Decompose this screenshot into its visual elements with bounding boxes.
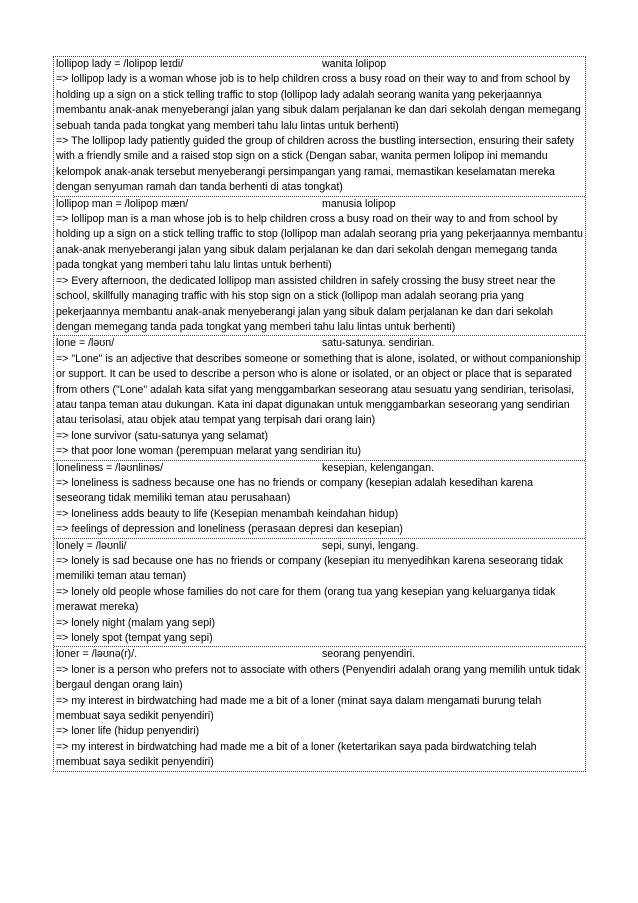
entry-line: => my interest in birdwatching had made me a bit of a loner (ketertarikan saya pada birdwatching telah membuat saya sedikit penyendiri) [56,740,537,769]
entry-header [56,647,583,662]
entry-meaning: manusia lolipop [322,197,396,210]
entry-term: loneliness = /ləʊnlinəs/ [56,461,164,474]
entry-meaning: wanita lolipop [322,58,387,70]
entry-line: => Every afternoon, the dedicated lollipop man assisted children in safely crossing the busy street near the school, skillfully managing traffic with his stop sign on a stick (lollipop man adalah seorang pria yang pekerjaannya membantu anak-anak menyeberangi jalan yang sibuk dalam perjalanan ke dan dari sekolah dengan memegang tanda pada tongkat yang memberi tahu lalu lintas untuk berhenti) [56,274,556,333]
glossary-entry [54,196,585,336]
entry-term: lollipop lady = /lolipop leɪdi/ [56,58,184,70]
entry-line: => lonely spot (tempat yang sepi) [56,632,213,645]
entry-line: => The lollipop lady patiently guided the group of children across the bustling intersection, ensuring their safety with a friendly smile and a raised stop sign on a stick (Dengan sabar, wanita permen lolipop ini memandu kelompok anak-anak tersebut menyeberangi persimpangan yang ramai, memastikan keselamatan mereka dengan senyuman ramah dan tanda berhenti di atas tongkat) [56,135,575,194]
entry-term: lonely = /ləʊnli/ [56,539,127,552]
glossary-entry [54,538,585,647]
entry-meaning: seorang penyendiri. [322,648,416,661]
entry-term: lone = /ləʊn/ [56,337,115,350]
entry-line: => loneliness is sadness because one has no friends or company (kesepian adalah kesedihan karena seseorang tidak memiliki teman atau perusahaan) [56,476,534,505]
glossary-entry [54,646,585,770]
entry-line: => loner life (hidup penyendiri) [56,725,200,738]
entry-header [56,57,583,72]
entry-header [56,539,583,554]
glossary-entry [54,335,585,459]
entry-line: => lone survivor (satu-satunya yang selamat) [56,429,268,442]
entry-meaning: kesepian, kelengangan. [322,461,434,474]
entry-line: => lollipop man is a man whose job is to help children cross a busy road on their way to and from school by holding up a sign on a stick telling traffic to stop (lollipop man adalah seorang pria yang pekerjaannya membantu anak-anak menyeberangi jalan yang sibuk dalam perjalanan ke dan dari sekolah dengan memegang tanda pada tongkat yang memberi tahu lalu lintas untuk berhenti) [56,213,583,272]
entry-line: => that poor lone woman (perempuan melarat yang sendirian itu) [56,445,362,458]
glossary-entry [54,57,585,196]
entry-line: => lonely old people whose families do not care for them (orang tua yang kesepian yang keluarganya tidak merawat mereka) [56,585,556,614]
entry-line: => feelings of depression and loneliness (perasaan depresi dan kesepian) [56,523,403,536]
entry-term: loner = /ləʊnə(r)/. [56,648,138,661]
entry-line: => lonely night (malam yang sepi) [56,616,215,629]
glossary-document [53,56,586,772]
entry-header [56,461,583,476]
entry-line: => loner is a person who prefers not to associate with others (Penyendiri adalah orang yang memilih untuk tidak bergaul dengan orang lain) [56,663,581,692]
entry-line: => "Lone" is an adjective that describes someone or something that is alone, isolated, or without companionship or support. It can be used to describe a person who is alone or isolated, or an object or place that is separated from others ("Lone" adalah kata sifat yang menggambarkan seseorang atau sesuatu yang sendirian, terisolasi, atau tanpa teman atau dukungan. Kata ini dapat digunakan untuk menggambarkan seseorang yang sendirian atau terisolasi, atau objek atau tempat yang terpisah dari orang lain) [56,352,581,427]
entry-meaning: satu-satunya. sendirian. [322,337,435,350]
entry-term: lollipop man = /lolipop mæn/ [56,197,189,210]
entry-meaning: sepi, sunyi, lengang. [322,539,419,552]
entry-line: => my interest in birdwatching had made me a bit of a loner (minat saya dalam mengamati burung telah membuat saya sedikit penyendiri) [56,694,542,723]
entry-header [56,336,583,351]
glossary-entry [54,460,585,538]
entry-line: => lonely is sad because one has no friends or company (kesepian itu menyedihkan karena seseorang tidak memiliki teman atau teman) [56,555,564,583]
entry-line: => lollipop lady is a woman whose job is to help children cross a busy road on their way to and from school by holding up a sign on a stick telling traffic to stop (lollipop lady adalah seorang wanita yang pekerjaannya membantu anak-anak menyeberangi jalan yang sibuk dalam perjalanan ke dan dari sekolah dengan memegang sebuah tanda pada tongkat yang memberi tahu lalu lintas untuk berhenti) [56,73,581,132]
entry-header [56,197,583,212]
entry-line: => loneliness adds beauty to life (Kesepian menambah keindahan hidup) [56,507,399,520]
